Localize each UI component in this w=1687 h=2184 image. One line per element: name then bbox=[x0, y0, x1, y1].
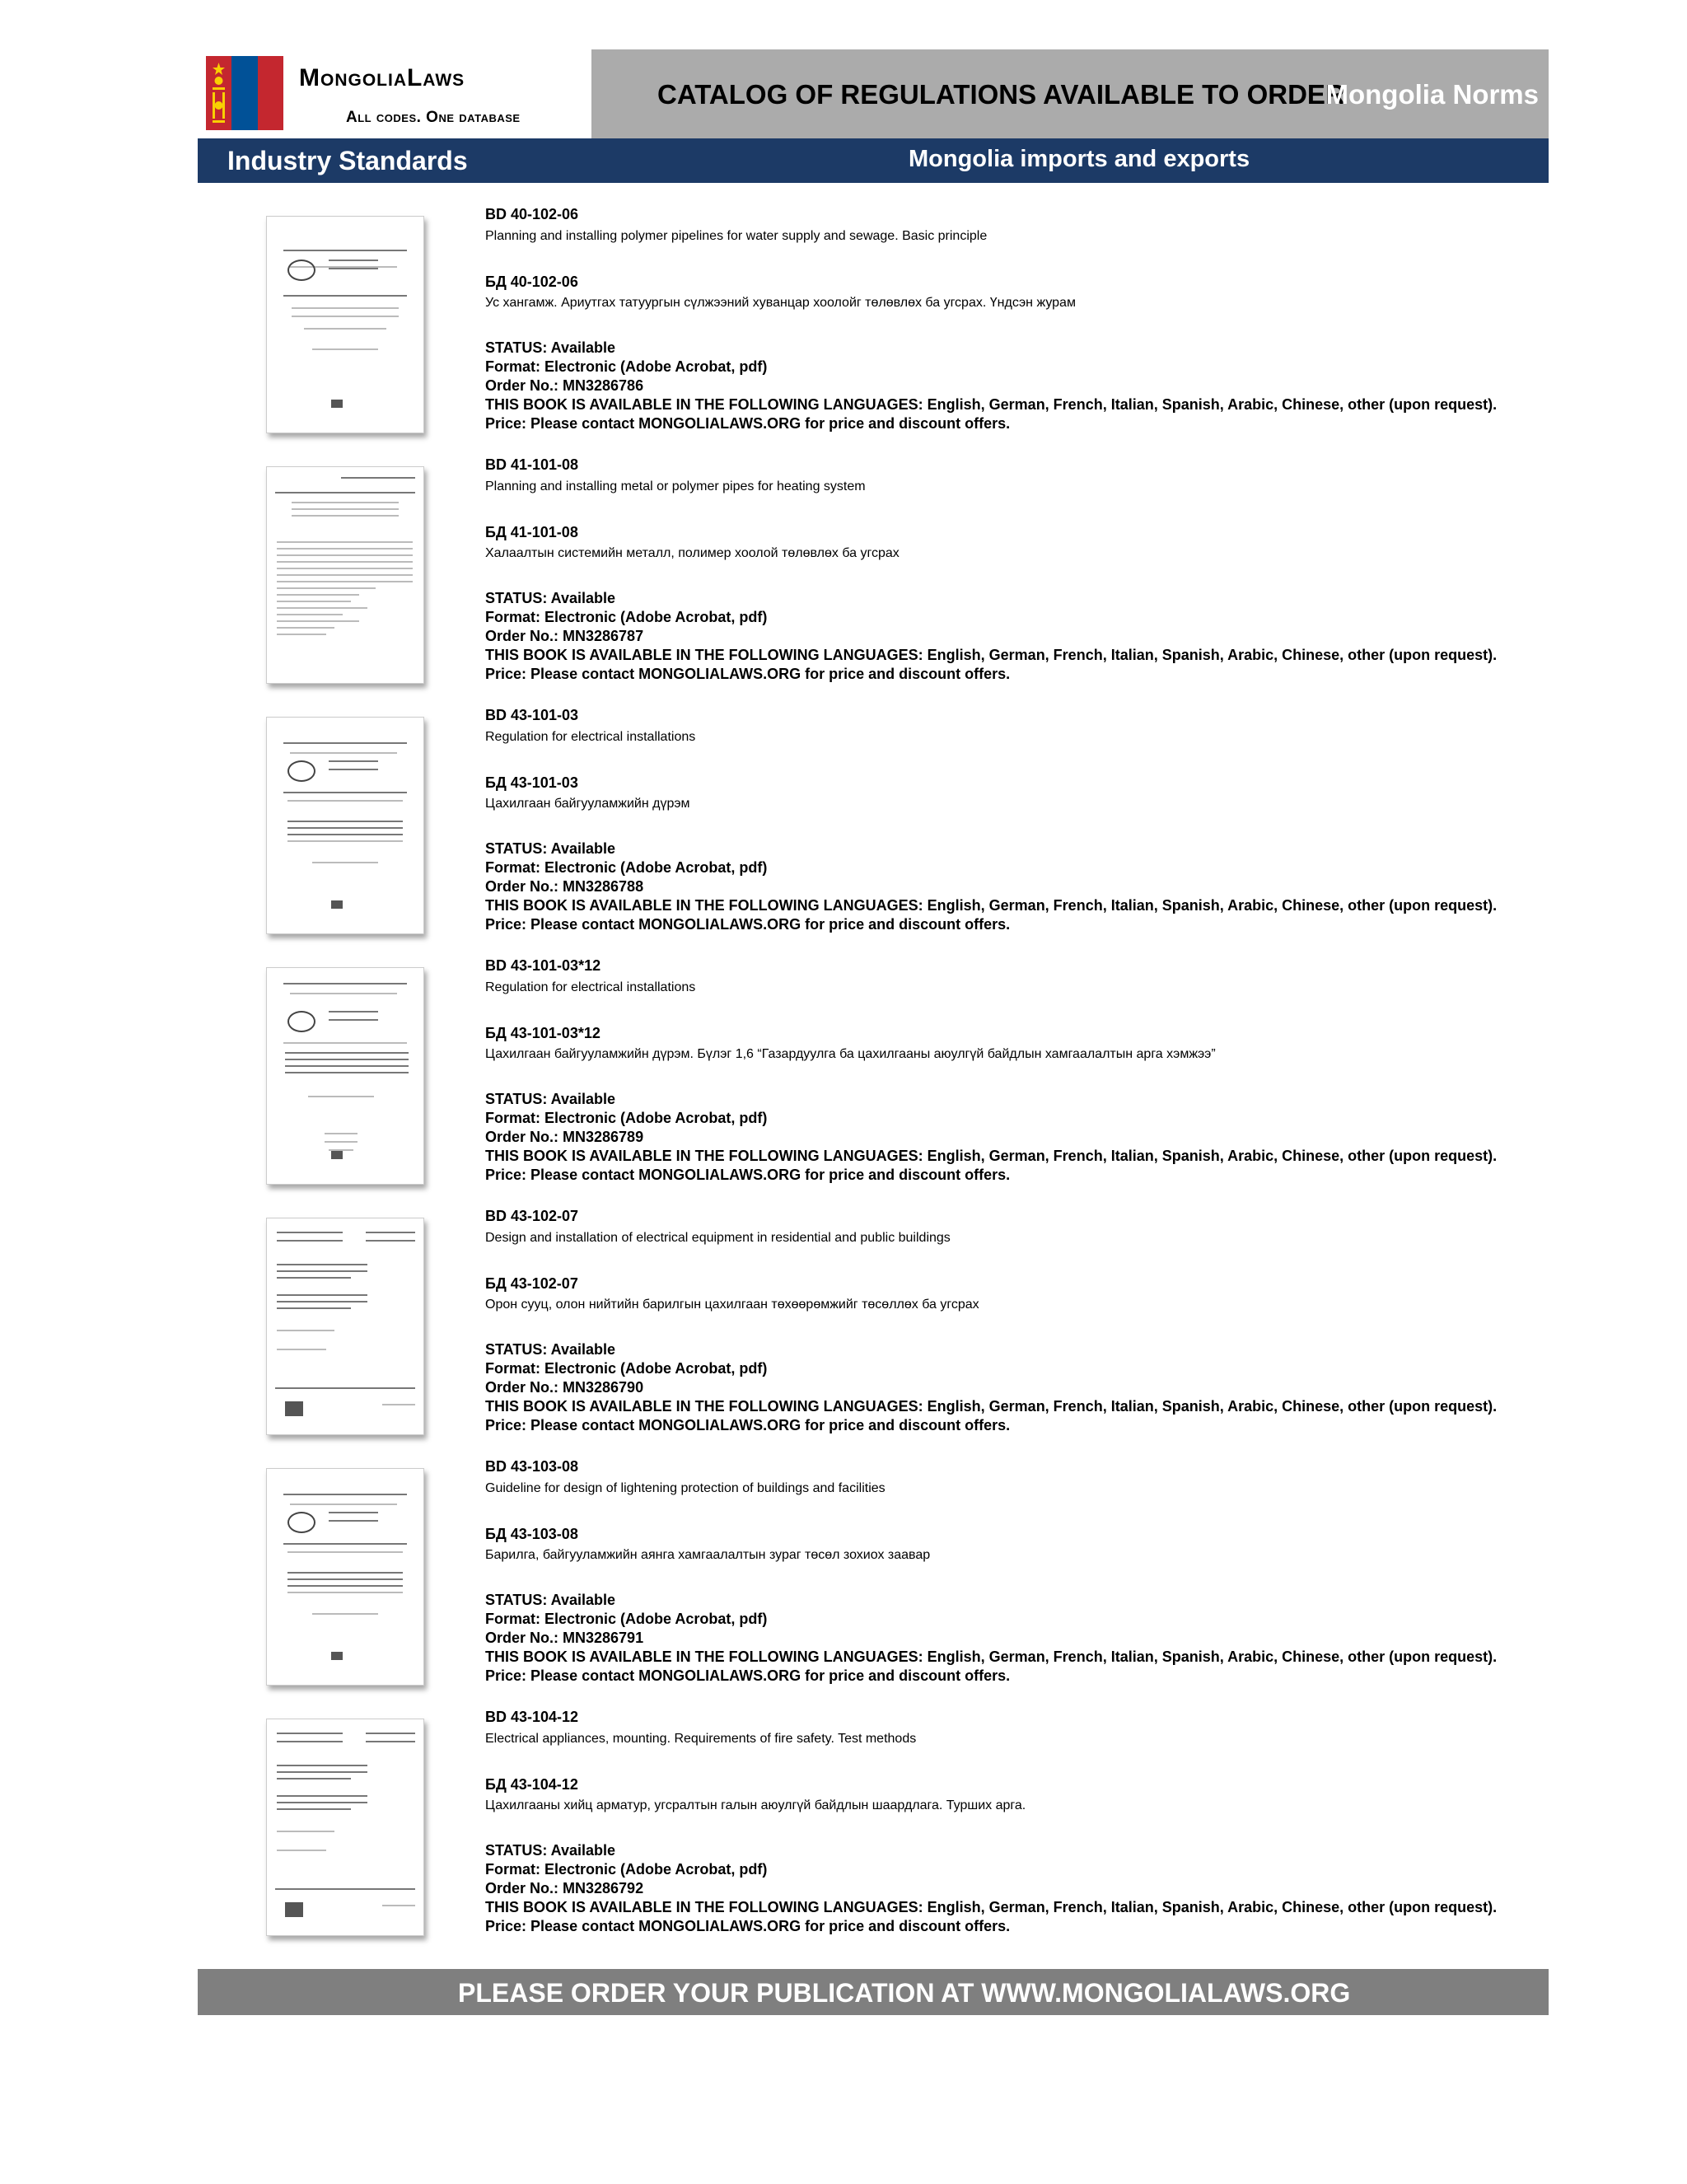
title-mn: Орон сууц, олон нийтийн барилгын цахилгаан төхөөрөмжийг төсөллөх ба угсрах bbox=[485, 1298, 979, 1312]
title-area bbox=[591, 49, 1549, 138]
cover-text-line bbox=[308, 1096, 374, 1097]
cover-text-line bbox=[341, 477, 415, 479]
languages-text: THIS BOOK IS AVAILABLE IN THE FOLLOWING LANGUAGES: English, German, French, Italian, Spanish, Arabic, Chinese, other (upon request). bbox=[485, 1398, 1498, 1415]
price-text: Price: Please contact MONGOLIALAWS.ORG for price and discount offers. bbox=[485, 1417, 1011, 1433]
status-text: STATUS: Available bbox=[485, 339, 616, 356]
cover-text-line bbox=[329, 760, 378, 762]
status-text: STATUS: Available bbox=[485, 1341, 616, 1358]
cover-text-line bbox=[277, 548, 413, 550]
cover-text-line bbox=[287, 827, 403, 829]
title-mn: Цахилгаан байгууламжийн дүрэм. Бүлэг 1,6 “Газардуулга ба цахилгааны аюулгүй байдлын хамгаалалтын арга хэмжээ” bbox=[485, 1047, 1216, 1061]
code-mn: БД 43-101-03 bbox=[485, 774, 578, 791]
cover-text-line bbox=[312, 348, 378, 350]
standard-seal-icon bbox=[287, 760, 315, 782]
document-cover-thumbnail[interactable] bbox=[266, 717, 424, 934]
mongolia-flag-icon bbox=[206, 56, 283, 130]
cover-text-line bbox=[275, 1888, 415, 1890]
title-en: Planning and installing metal or polymer pipes for heating system bbox=[485, 479, 866, 493]
cover-text-line bbox=[277, 1301, 367, 1302]
cover-text-line bbox=[283, 983, 407, 984]
code-en: BD 43-102-07 bbox=[485, 1208, 579, 1224]
format-text: Format: Electronic (Adobe Acrobat, pdf) bbox=[485, 1611, 768, 1627]
cover-text-line bbox=[277, 1733, 343, 1734]
cover-text-line bbox=[275, 1387, 415, 1389]
cover-text-line bbox=[277, 1795, 367, 1797]
cover-text-line bbox=[287, 1578, 403, 1580]
cover-text-line bbox=[366, 1240, 415, 1242]
cover-text-line bbox=[312, 1613, 378, 1615]
catalog-title: CATALOG OF REGULATIONS AVAILABLE TO ORDER bbox=[657, 79, 1345, 110]
cover-text-line bbox=[277, 1349, 326, 1350]
standard-seal-icon bbox=[287, 1011, 315, 1032]
languages-text: THIS BOOK IS AVAILABLE IN THE FOLLOWING LANGUAGES: English, German, French, Italian, Spanish, Arabic, Chinese, other (upon request). bbox=[485, 897, 1498, 914]
cover-text-line bbox=[292, 508, 399, 510]
format-text: Format: Electronic (Adobe Acrobat, pdf) bbox=[485, 859, 768, 876]
cover-text-line bbox=[292, 316, 399, 317]
cover-text-line bbox=[304, 328, 386, 330]
cover-text-line bbox=[277, 1808, 351, 1810]
title-en: Planning and installing polymer pipelines for water supply and sewage. Basic principle bbox=[485, 229, 988, 243]
cover-text-line bbox=[277, 587, 376, 589]
cover-text-line bbox=[283, 250, 407, 251]
publisher-logo-icon bbox=[331, 1151, 343, 1159]
order-number: Order No.: MN3286788 bbox=[485, 878, 644, 895]
cover-text-line bbox=[329, 260, 378, 261]
title-en: Electrical appliances, mounting. Requirements of fire safety. Test methods bbox=[485, 1732, 917, 1746]
code-mn: БД 43-104-12 bbox=[485, 1776, 578, 1793]
brand-tagline: All codes. One database bbox=[346, 109, 521, 126]
price-text: Price: Please contact MONGOLIALAWS.ORG for price and discount offers. bbox=[485, 1167, 1011, 1183]
cover-text-line bbox=[329, 769, 378, 770]
cover-text-line bbox=[277, 1831, 334, 1832]
cover-text-line bbox=[283, 742, 407, 744]
cover-text-line bbox=[329, 1011, 378, 1012]
title-en: Guideline for design of lightening protection of buildings and facilities bbox=[485, 1481, 886, 1495]
title-mn: Халаалтын системийн металл, полимер хоолой төлөвлөх ба угсрах bbox=[485, 546, 900, 560]
cover-text-line bbox=[277, 541, 413, 543]
document-cover-thumbnail[interactable] bbox=[266, 967, 424, 1185]
cover-text-line bbox=[283, 1042, 407, 1044]
cover-text-line bbox=[277, 561, 413, 563]
cover-text-line bbox=[285, 1052, 409, 1054]
title-mn: Барилга, байгууламжийн аянга хамгаалалтын зураг төсөл зохиох заавар bbox=[485, 1548, 931, 1562]
cover-text-line bbox=[283, 1494, 407, 1495]
publisher-logo-icon bbox=[285, 1902, 303, 1917]
cover-text-line bbox=[277, 634, 326, 635]
catalog-item bbox=[198, 1208, 1549, 1458]
status-text: STATUS: Available bbox=[485, 1091, 616, 1107]
cover-text-line bbox=[277, 1330, 334, 1331]
page-header bbox=[198, 49, 1549, 138]
catalog-item bbox=[198, 1458, 1549, 1709]
cover-text-line bbox=[277, 620, 359, 622]
cover-text-line bbox=[287, 840, 403, 842]
code-mn: БД 43-103-08 bbox=[485, 1526, 578, 1542]
cover-text-line bbox=[277, 1765, 367, 1766]
languages-text: THIS BOOK IS AVAILABLE IN THE FOLLOWING LANGUAGES: English, German, French, Italian, Spanish, Arabic, Chinese, other (upon request). bbox=[485, 647, 1498, 663]
price-text: Price: Please contact MONGOLIALAWS.ORG for price and discount offers. bbox=[485, 1667, 1011, 1684]
section-subtitle: Mongolia imports and exports bbox=[909, 146, 1250, 172]
languages-text: THIS BOOK IS AVAILABLE IN THE FOLLOWING LANGUAGES: English, German, French, Italian, Spanish, Arabic, Chinese, other (upon request). bbox=[485, 396, 1498, 413]
order-number: Order No.: MN3286792 bbox=[485, 1880, 644, 1896]
price-text: Price: Please contact MONGOLIALAWS.ORG for price and discount offers. bbox=[485, 1918, 1011, 1934]
cover-text-line bbox=[277, 574, 413, 576]
cover-text-line bbox=[287, 821, 403, 822]
code-en: BD 41-101-08 bbox=[485, 456, 579, 473]
price-text: Price: Please contact MONGOLIALAWS.ORG for price and discount offers. bbox=[485, 415, 1011, 432]
cover-text-line bbox=[277, 627, 334, 629]
title-mn: Цахилгааны хийц арматур, угсралтын галын аюулгүй байдлын шаардлага. Турших арга. bbox=[485, 1798, 1026, 1812]
cover-text-line bbox=[277, 1270, 367, 1272]
order-number: Order No.: MN3286791 bbox=[485, 1630, 644, 1646]
publisher-logo-icon bbox=[331, 400, 343, 408]
cover-text-line bbox=[382, 1404, 415, 1405]
status-text: STATUS: Available bbox=[485, 590, 616, 606]
cover-text-line bbox=[277, 568, 413, 569]
format-text: Format: Electronic (Adobe Acrobat, pdf) bbox=[485, 609, 768, 625]
catalog-item bbox=[198, 206, 1549, 456]
code-en: BD 43-103-08 bbox=[485, 1458, 579, 1475]
cover-text-line bbox=[292, 307, 399, 309]
price-text: Price: Please contact MONGOLIALAWS.ORG for price and discount offers. bbox=[485, 916, 1011, 933]
cover-text-line bbox=[325, 1141, 357, 1143]
cover-text-line bbox=[277, 1264, 367, 1265]
document-cover-thumbnail[interactable] bbox=[266, 216, 424, 433]
cover-text-line bbox=[382, 1905, 415, 1906]
languages-text: THIS BOOK IS AVAILABLE IN THE FOLLOWING LANGUAGES: English, German, French, Italian, Spanish, Arabic, Chinese, other (upon request). bbox=[485, 1148, 1498, 1164]
languages-text: THIS BOOK IS AVAILABLE IN THE FOLLOWING LANGUAGES: English, German, French, Italian, Spanish, Arabic, Chinese, other (upon request). bbox=[485, 1649, 1498, 1665]
cover-text-line bbox=[277, 554, 413, 556]
cover-text-line bbox=[277, 601, 351, 602]
cover-text-line bbox=[287, 1572, 403, 1574]
cover-text-line bbox=[277, 1850, 326, 1851]
order-number: Order No.: MN3286790 bbox=[485, 1379, 644, 1396]
brand-name: MongoliaLaws bbox=[299, 64, 465, 91]
publisher-logo-icon bbox=[331, 900, 343, 909]
cover-text-line bbox=[277, 1277, 351, 1279]
cover-text-line bbox=[277, 1771, 367, 1773]
cover-text-line bbox=[277, 1741, 343, 1742]
code-en: BD 43-104-12 bbox=[485, 1709, 579, 1725]
cover-text-line bbox=[277, 607, 367, 609]
title-mn: Ус хангамж. Ариутгах татуургын сүлжээний хуванцар хоолойг төлөвлөх ба угсрах. Үндсэн журам bbox=[485, 296, 1076, 310]
cover-text-line bbox=[275, 492, 415, 493]
code-en: BD 40-102-06 bbox=[485, 206, 579, 222]
cover-text-line bbox=[290, 752, 397, 754]
cover-text-line bbox=[287, 800, 403, 802]
cover-text-line bbox=[366, 1733, 415, 1734]
format-text: Format: Electronic (Adobe Acrobat, pdf) bbox=[485, 1861, 768, 1878]
code-mn: БД 43-101-03*12 bbox=[485, 1025, 600, 1041]
cover-text-line bbox=[329, 268, 378, 269]
order-banner-text: PLEASE ORDER YOUR PUBLICATION AT WWW.MONGOLIALAWS.ORG bbox=[458, 1978, 1351, 2008]
cover-text-line bbox=[283, 1543, 407, 1545]
cover-text-line bbox=[285, 1059, 409, 1060]
order-number: Order No.: MN3286786 bbox=[485, 377, 644, 394]
format-text: Format: Electronic (Adobe Acrobat, pdf) bbox=[485, 1360, 768, 1377]
cover-text-line bbox=[290, 1504, 397, 1505]
document-cover-thumbnail[interactable] bbox=[266, 466, 424, 684]
catalog-item bbox=[198, 957, 1549, 1208]
cover-text-line bbox=[277, 594, 359, 596]
cover-text-line bbox=[277, 1232, 343, 1233]
price-text: Price: Please contact MONGOLIALAWS.ORG for price and discount offers. bbox=[485, 666, 1011, 682]
cover-text-line bbox=[325, 1133, 357, 1134]
cover-text-line bbox=[287, 1551, 403, 1553]
cover-text-line bbox=[329, 1019, 378, 1021]
cover-text-line bbox=[366, 1232, 415, 1233]
cover-text-line bbox=[277, 1307, 351, 1309]
cover-text-line bbox=[277, 614, 343, 615]
cover-text-line bbox=[290, 993, 397, 994]
title-en: Regulation for electrical installations bbox=[485, 980, 696, 994]
section-bar bbox=[198, 138, 1549, 183]
code-mn: БД 41-101-08 bbox=[485, 524, 578, 540]
cover-text-line bbox=[285, 1065, 409, 1067]
catalog-item bbox=[198, 456, 1549, 707]
cover-text-line bbox=[277, 1778, 351, 1779]
order-number: Order No.: MN3286789 bbox=[485, 1129, 644, 1145]
languages-text: THIS BOOK IS AVAILABLE IN THE FOLLOWING LANGUAGES: English, German, French, Italian, Spanish, Arabic, Chinese, other (upon request). bbox=[485, 1899, 1498, 1915]
title-mn: Цахилгаан байгууламжийн дүрэм bbox=[485, 797, 690, 811]
title-en: Regulation for electrical installations bbox=[485, 730, 696, 744]
cover-text-line bbox=[287, 834, 403, 835]
standard-seal-icon bbox=[287, 260, 315, 281]
catalog-item bbox=[198, 1709, 1549, 1959]
status-text: STATUS: Available bbox=[485, 1842, 616, 1859]
order-number: Order No.: MN3286787 bbox=[485, 628, 644, 644]
title-en: Design and installation of electrical equipment in residential and public buildings bbox=[485, 1231, 951, 1245]
format-text: Format: Electronic (Adobe Acrobat, pdf) bbox=[485, 358, 768, 375]
document-cover-thumbnail[interactable] bbox=[266, 1218, 424, 1435]
logo-area bbox=[198, 49, 591, 138]
cover-text-line bbox=[292, 502, 399, 503]
document-cover-thumbnail[interactable] bbox=[266, 1719, 424, 1936]
code-en: BD 43-101-03*12 bbox=[485, 957, 601, 974]
standard-seal-icon bbox=[287, 1512, 315, 1533]
cover-text-line bbox=[277, 1802, 367, 1803]
cover-text-line bbox=[366, 1741, 415, 1742]
cover-text-line bbox=[312, 862, 378, 863]
format-text: Format: Electronic (Adobe Acrobat, pdf) bbox=[485, 1110, 768, 1126]
status-text: STATUS: Available bbox=[485, 840, 616, 857]
cover-text-line bbox=[329, 1520, 378, 1522]
cover-text-line bbox=[287, 1585, 403, 1587]
cover-text-line bbox=[283, 295, 407, 297]
cover-text-line bbox=[283, 792, 407, 793]
cover-text-line bbox=[277, 1240, 343, 1242]
document-cover-thumbnail[interactable] bbox=[266, 1468, 424, 1686]
status-text: STATUS: Available bbox=[485, 1592, 616, 1608]
cover-text-line bbox=[277, 581, 413, 582]
cover-text-line bbox=[277, 1294, 367, 1296]
code-mn: БД 40-102-06 bbox=[485, 274, 578, 290]
catalog-item bbox=[198, 707, 1549, 957]
norms-label: Mongolia Norms bbox=[1325, 79, 1539, 110]
code-mn: БД 43-102-07 bbox=[485, 1275, 578, 1292]
publisher-logo-icon bbox=[285, 1401, 303, 1416]
cover-text-line bbox=[329, 1512, 378, 1513]
order-banner[interactable] bbox=[198, 1969, 1549, 2015]
publisher-logo-icon bbox=[331, 1652, 343, 1660]
code-en: BD 43-101-03 bbox=[485, 707, 579, 723]
cover-text-line bbox=[292, 515, 399, 517]
section-title: Industry Standards bbox=[227, 146, 468, 175]
cover-text-line bbox=[285, 1072, 409, 1073]
cover-text-line bbox=[287, 1592, 403, 1593]
